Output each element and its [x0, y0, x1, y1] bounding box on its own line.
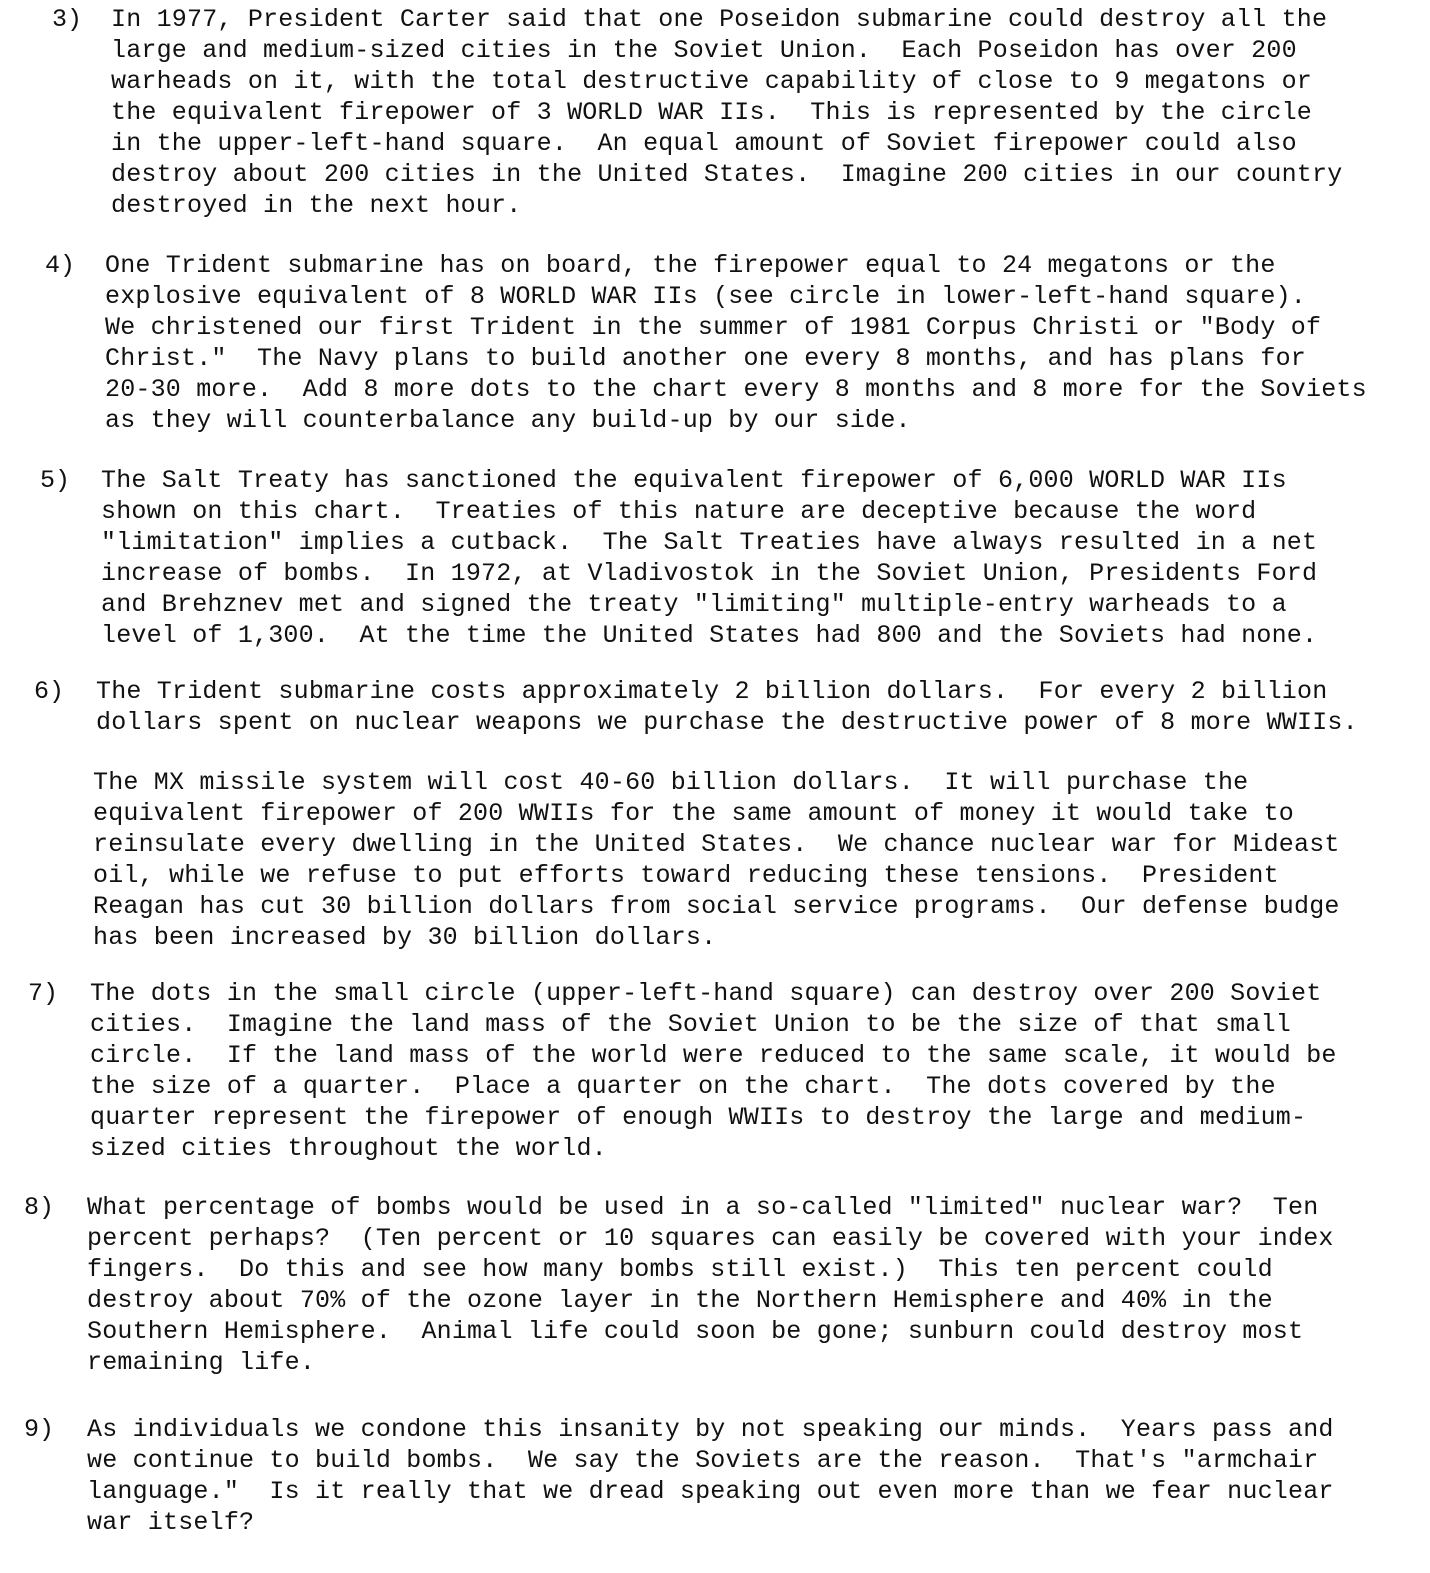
- text-line: we continue to build bombs. We say the Soviets are the reason. That's "armchair: [87, 1446, 1319, 1475]
- text-line: The MX missile system will cost 40-60 billion dollars. It will purchase the: [93, 768, 1249, 797]
- text-line: cities. Imagine the land mass of the Soviet Union to be the size of that small: [90, 1010, 1291, 1039]
- text-line: The Salt Treaty has sanctioned the equivalent firepower of 6,000 WORLD WAR IIs: [101, 466, 1287, 495]
- item-paragraph: [105, 250, 1367, 436]
- text-line: destroyed in the next hour.: [111, 191, 522, 220]
- text-line: oil, while we refuse to put efforts toward reducing these tensions. President: [93, 861, 1279, 890]
- text-line: has been increased by 30 billion dollars.: [93, 923, 717, 952]
- text-line: dollars spent on nuclear weapons we purchase the destructive power of 8 more WWIIs.: [96, 708, 1358, 737]
- text-line: increase of bombs. In 1972, at Vladivostok in the Soviet Union, Presidents Ford: [101, 559, 1318, 588]
- text-line: shown on this chart. Treaties of this nature are deceptive because the word: [101, 497, 1257, 526]
- text-line: as they will counterbalance any build-up by our side.: [105, 406, 911, 435]
- item-number: 8): [24, 1193, 55, 1222]
- text-line: equivalent firepower of 200 WWIIs for the same amount of money it would take to: [93, 799, 1294, 828]
- text-line: percent perhaps? (Ten percent or 10 squares can easily be covered with your index: [87, 1224, 1334, 1253]
- item-paragraph: [111, 4, 1342, 221]
- text-line: fingers. Do this and see how many bombs still exist.) This ten percent could: [87, 1255, 1273, 1284]
- text-line: language." Is it really that we dread speaking out even more than we fear nuclear: [87, 1477, 1334, 1506]
- item-number: 9): [24, 1415, 55, 1444]
- text-line: the size of a quarter. Place a quarter on the chart. The dots covered by the: [90, 1072, 1276, 1101]
- text-line: As individuals we condone this insanity by not speaking our minds. Years pass and: [87, 1415, 1334, 1444]
- text-line: Reagan has cut 30 billion dollars from social service programs. Our defense budge: [93, 892, 1340, 921]
- item-paragraph-continued: [93, 767, 1340, 953]
- text-line: and Brehznev met and signed the treaty "limiting" multiple-entry warheads to a: [101, 590, 1287, 619]
- text-line: The dots in the small circle (upper-left-hand square) can destroy over 200 Soviet: [90, 979, 1322, 1008]
- text-line: In 1977, President Carter said that one Poseidon submarine could destroy all the: [111, 5, 1328, 34]
- text-line: explosive equivalent of 8 WORLD WAR IIs (see circle in lower-left-hand square).: [105, 282, 1306, 311]
- text-line: warheads on it, with the total destructive capability of close to 9 megatons or: [111, 67, 1312, 96]
- text-line: 20-30 more. Add 8 more dots to the chart every 8 months and 8 more for the Soviets: [105, 375, 1367, 404]
- item-number: 5): [40, 466, 71, 495]
- text-line: Christ." The Navy plans to build another one every 8 months, and has plans for: [105, 344, 1306, 373]
- text-line: "limitation" implies a cutback. The Salt Treaties have always resulted in a net: [101, 528, 1318, 557]
- text-line: circle. If the land mass of the world were reduced to the same scale, it would be: [90, 1041, 1337, 1070]
- text-line: large and medium-sized cities in the Soviet Union. Each Poseidon has over 200: [111, 36, 1297, 65]
- text-line: destroy about 70% of the ozone layer in the Northern Hemisphere and 40% in the: [87, 1286, 1273, 1315]
- item-number: 7): [28, 979, 59, 1008]
- item-paragraph: [90, 978, 1337, 1164]
- text-line: in the upper-left-hand square. An equal amount of Soviet firepower could also: [111, 129, 1297, 158]
- text-line: war itself?: [87, 1508, 255, 1537]
- text-line: level of 1,300. At the time the United States had 800 and the Soviets had none.: [101, 621, 1318, 650]
- text-line: sized cities throughout the world.: [90, 1134, 607, 1163]
- item-number: 3): [52, 5, 83, 34]
- item-paragraph: [87, 1192, 1334, 1378]
- item-paragraph: [96, 676, 1358, 738]
- text-line: reinsulate every dwelling in the United States. We chance nuclear war for Mideast: [93, 830, 1340, 859]
- text-line: the equivalent firepower of 3 WORLD WAR IIs. This is represented by the circle: [111, 98, 1312, 127]
- item-paragraph: [101, 465, 1317, 651]
- text-line: What percentage of bombs would be used in a so-called "limited" nuclear war? Ten: [87, 1193, 1319, 1222]
- text-line: remaining life.: [87, 1348, 316, 1377]
- item-paragraph: [87, 1414, 1334, 1538]
- text-line: The Trident submarine costs approximately 2 billion dollars. For every 2 billion: [96, 677, 1328, 706]
- text-line: One Trident submarine has on board, the firepower equal to 24 megatons or the: [105, 251, 1276, 280]
- text-line: We christened our first Trident in the summer of 1981 Corpus Christi or "Body of: [105, 313, 1322, 342]
- item-number: 4): [45, 251, 76, 280]
- text-line: Southern Hemisphere. Animal life could soon be gone; sunburn could destroy most: [87, 1317, 1304, 1346]
- text-line: destroy about 200 cities in the United States. Imagine 200 cities in our country: [111, 160, 1343, 189]
- item-number: 6): [34, 677, 65, 706]
- text-line: quarter represent the firepower of enough WWIIs to destroy the large and medium-: [90, 1103, 1307, 1132]
